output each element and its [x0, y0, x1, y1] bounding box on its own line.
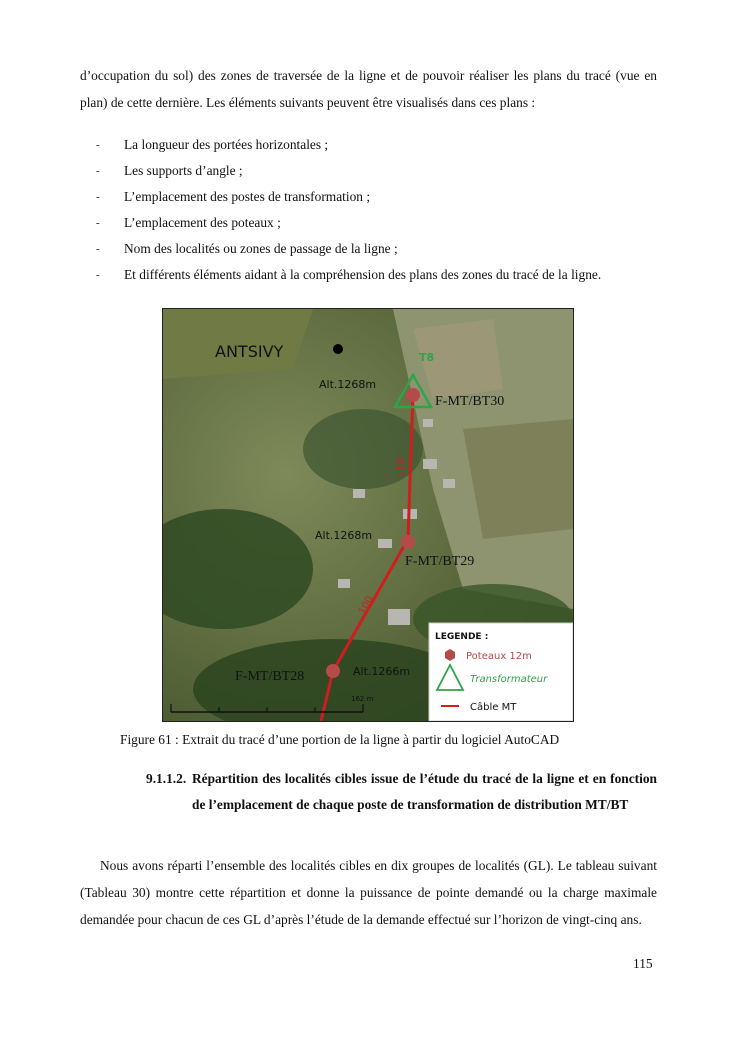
- list-item: - L’emplacement des postes de transformation ;: [96, 184, 671, 210]
- list-item: - Nom des localités ou zones de passage de la ligne ;: [96, 236, 671, 262]
- span-length-label: 100: [356, 594, 376, 617]
- bullet-dash: -: [96, 217, 100, 229]
- altitude-label: Alt.1268m: [315, 529, 373, 542]
- legend-label: Transformateur: [470, 674, 548, 685]
- bullet-dash: -: [96, 269, 100, 281]
- pole-marker: [326, 664, 340, 678]
- scale-label: 162 m: [351, 695, 374, 703]
- list-item: - Les supports d’angle ;: [96, 158, 671, 184]
- figure-caption: Figure 61 : Extrait du tracé d’une portion de la ligne à partir du logiciel AutoCAD: [120, 732, 560, 747]
- pole-label: F-MT/BT29: [405, 554, 475, 569]
- element-list: [96, 132, 671, 288]
- paragraph-intro: d’occupation du sol) des zones de traversée de la ligne et de pouvoir réaliser les plans du tracé (vue en plan) de cette dernière. Les éléments suivants peuvent être visualisés dans ces plans :: [80, 68, 657, 110]
- legend-title: LEGENDE :: [435, 632, 489, 642]
- bullet-dash: -: [96, 243, 100, 255]
- list-item: - Et différents éléments aidant à la compréhension des plans des zones du tracé de la ligne.: [96, 262, 671, 288]
- pole-marker: [401, 535, 415, 549]
- page-number: 115: [633, 956, 653, 971]
- locality-label: ANTSIVY: [215, 342, 284, 361]
- bullet-dash: -: [96, 191, 100, 203]
- satellite-map: [163, 309, 573, 721]
- altitude-label: Alt.1266m: [353, 665, 411, 678]
- section-title: Répartition des localités cibles issue de l’étude du tracé de la ligne et en fonction de l’emplacement de chaque poste de transformation de distribution MT/BT: [192, 771, 657, 812]
- bullet-dash: -: [96, 165, 100, 177]
- section-heading: [146, 766, 657, 818]
- section-number: 9.1.1.2.: [146, 771, 187, 786]
- paragraph-body: Nous avons réparti l’ensemble des localités cibles en dix groupes de localités (GL). Le tableau suivant (Tableau 30) montre cette répartition et donne la puissance de pointe demandé ou la charge maximale demandée pour chacun de ces GL d’après l’étude de la demande effectué sur l’horizon de vingt-cinq ans.: [80, 858, 657, 927]
- legend-label: Câble MT: [470, 702, 517, 713]
- pole-label: F-MT/BT28: [235, 669, 305, 684]
- list-item: - La longueur des portées horizontales ;: [96, 132, 671, 158]
- legend-label: Poteaux 12m: [466, 651, 532, 662]
- transformer-label: T8: [419, 351, 435, 364]
- locality-dot: [333, 344, 343, 354]
- pole-label: F-MT/BT30: [435, 394, 505, 409]
- bullet-dash: -: [96, 139, 100, 151]
- list-item: - L’emplacement des poteaux ;: [96, 210, 671, 236]
- map-legend: [429, 623, 573, 721]
- map-figure: [162, 308, 574, 722]
- pole-marker: [406, 388, 420, 402]
- altitude-label: Alt.1268m: [319, 378, 377, 391]
- span-length-label: 100: [395, 457, 407, 478]
